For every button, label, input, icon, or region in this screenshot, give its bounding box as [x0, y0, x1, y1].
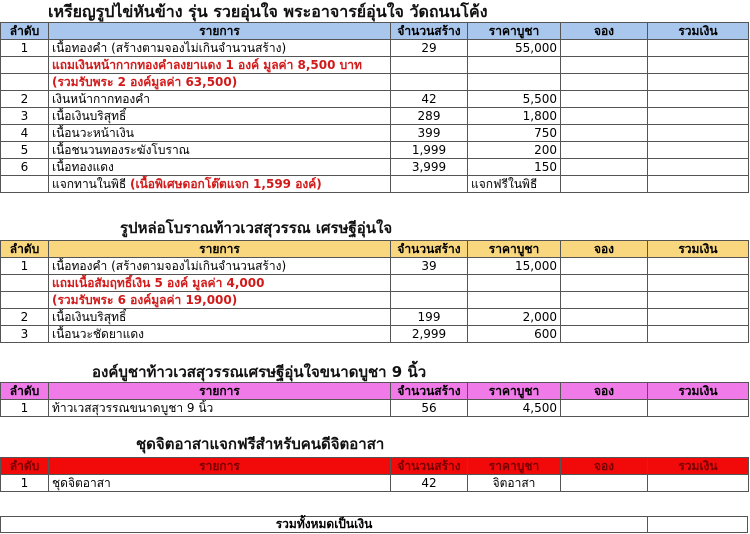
col-header-no: ลำดับ [1, 241, 49, 258]
row-no: 3 [1, 326, 49, 343]
row-no: 2 [1, 309, 49, 326]
row-no [1, 292, 49, 309]
col-header-total: รวมเงิน [648, 458, 749, 475]
section-4-table [0, 457, 749, 492]
reserve-cell[interactable] [561, 74, 648, 91]
col-header-price: ราคาบูชา [468, 23, 561, 40]
row-no: 1 [1, 400, 49, 417]
row-price [468, 292, 561, 309]
col-header-price: ราคาบูชา [468, 383, 561, 400]
total-cell [648, 176, 749, 193]
reserve-cell[interactable] [561, 142, 648, 159]
total-cell [648, 292, 749, 309]
row-price: 150 [468, 159, 561, 176]
row-item: เนื้อทองคำ (สร้างตามจองไม่เกินจำนวนสร้าง) [49, 40, 391, 57]
table-header-row [1, 241, 749, 258]
col-header-total: รวมเงิน [648, 241, 749, 258]
table-row [1, 309, 749, 326]
row-price: 600 [468, 326, 561, 343]
row-qty: 399 [391, 125, 468, 142]
row-qty [391, 74, 468, 91]
total-cell [648, 326, 749, 343]
total-cell [648, 258, 749, 275]
row-price: 55,000 [468, 40, 561, 57]
total-cell [648, 74, 749, 91]
total-cell [648, 275, 749, 292]
row-item: เนื้อเงินบริสุทธิ์ [49, 108, 391, 125]
row-price [468, 74, 561, 91]
reserve-cell[interactable] [561, 159, 648, 176]
total-cell [648, 125, 749, 142]
col-header-total: รวมเงิน [648, 23, 749, 40]
table-row [1, 74, 749, 91]
col-header-reserve: จอง [561, 23, 648, 40]
row-qty: 29 [391, 40, 468, 57]
row-no [1, 57, 49, 74]
table-row [1, 108, 749, 125]
total-cell [648, 159, 749, 176]
row-no: 1 [1, 475, 49, 492]
row-no: 2 [1, 91, 49, 108]
row-price [468, 275, 561, 292]
row-item: เนื้อทองคำ (สร้างตามจองไม่เกินจำนวนสร้าง) [49, 258, 391, 275]
total-cell [648, 400, 749, 417]
section-3-title: องค์บูชาท้าวเวสสุวรรณเศรษฐีอุ่นใจขนาดบูชา 9 นิ้ว [92, 363, 427, 381]
table-row [1, 125, 749, 142]
table-header-row [1, 23, 749, 40]
reserve-cell[interactable] [561, 91, 648, 108]
row-qty: 289 [391, 108, 468, 125]
row-price: 5,500 [468, 91, 561, 108]
row-qty [391, 292, 468, 309]
reserve-cell[interactable] [561, 40, 648, 57]
reserve-cell[interactable] [561, 57, 648, 74]
row-no [1, 74, 49, 91]
row-qty: 39 [391, 258, 468, 275]
col-header-item: รายการ [49, 383, 391, 400]
total-cell [648, 91, 749, 108]
col-header-price: ราคาบูชา [468, 458, 561, 475]
row-no [1, 176, 49, 193]
col-header-reserve: จอง [561, 383, 648, 400]
table-row [1, 40, 749, 57]
col-header-qty: จำนวนสร้าง [391, 23, 468, 40]
row-qty: 42 [391, 91, 468, 108]
row-price: 200 [468, 142, 561, 159]
col-header-qty: จำนวนสร้าง [391, 241, 468, 258]
row-no: 1 [1, 40, 49, 57]
col-header-item: รายการ [49, 241, 391, 258]
row-price: แจกฟรีในพิธี [468, 176, 561, 193]
row-no [1, 275, 49, 292]
row-item: เนื้อนวะชัดยาแดง [49, 326, 391, 343]
reserve-cell[interactable] [561, 176, 648, 193]
row-item-bonus: แถมเนื้อสัมฤทธิ์เงิน 5 องค์ มูลค่า 4,000 [49, 275, 391, 292]
table-header-row [1, 383, 749, 400]
row-no: 5 [1, 142, 49, 159]
row-qty [391, 275, 468, 292]
row-item: ท้าวเวสสุวรรณขนาดบูชา 9 นิ้ว [49, 400, 391, 417]
giveaway-note: (เนื้อพิเศษดอกโต๊ตแจก 1,599 องค์) [130, 177, 322, 191]
section-4-title: ชุดจิตอาสาแจกฟรีสำหรับคนดีจิตอาสา [136, 435, 385, 453]
total-cell [648, 108, 749, 125]
section-3-table [0, 382, 749, 417]
table-row [1, 142, 749, 159]
row-price [468, 57, 561, 74]
row-qty [391, 176, 468, 193]
reserve-cell[interactable] [561, 292, 648, 309]
row-qty: 1,999 [391, 142, 468, 159]
section-2-table [0, 240, 749, 343]
table-row [1, 159, 749, 176]
col-header-price: ราคาบูชา [468, 241, 561, 258]
row-no: 1 [1, 258, 49, 275]
row-item-bonus: (รวมรับพระ 2 องค์มูลค่า 63,500) [49, 74, 391, 91]
col-header-no: ลำดับ [1, 383, 49, 400]
row-qty: 199 [391, 309, 468, 326]
total-cell [648, 57, 749, 74]
col-header-no: ลำดับ [1, 23, 49, 40]
row-item: เนื้อนวะหน้าเงิน [49, 125, 391, 142]
reserve-cell[interactable] [561, 326, 648, 343]
row-item: เนื้อเงินบริสุทธิ์ [49, 309, 391, 326]
col-header-no: ลำดับ [1, 458, 49, 475]
section-2-title: รูปหล่อโบราณท้าวเวสสุวรรณ เศรษฐีอุ่นใจ [120, 219, 393, 237]
section-1-title: เหรียญรูปไข่หันข้าง รุ่น รวยอุ่นใจ พระอาจารย์อุ่นใจ วัดถนนโค้ง [48, 2, 488, 21]
row-item: เนื้อชนวนทองระฆังโบราณ [49, 142, 391, 159]
total-cell [648, 40, 749, 57]
row-no: 4 [1, 125, 49, 142]
row-item: เนื้อทองแดง [49, 159, 391, 176]
row-item: ชุดจิตอาสา [49, 475, 391, 492]
table-row [1, 258, 749, 275]
row-qty: 42 [391, 475, 468, 492]
col-header-item: รายการ [49, 23, 391, 40]
table-row [1, 275, 749, 292]
giveaway-label: แจกทานในพิธี [52, 177, 127, 191]
table-row [1, 91, 749, 108]
reserve-cell[interactable] [561, 125, 648, 142]
row-qty: 2,999 [391, 326, 468, 343]
reserve-cell[interactable] [561, 475, 648, 492]
row-qty: 56 [391, 400, 468, 417]
table-row [1, 475, 749, 492]
row-qty: 3,999 [391, 159, 468, 176]
reserve-cell[interactable] [561, 309, 648, 326]
reserve-cell[interactable] [561, 400, 648, 417]
row-qty [391, 57, 468, 74]
table-row [1, 326, 749, 343]
row-price: 15,000 [468, 258, 561, 275]
col-header-total: รวมเงิน [648, 383, 749, 400]
table-row [1, 57, 749, 74]
total-cell [648, 309, 749, 326]
total-cell [648, 142, 749, 159]
col-header-reserve: จอง [561, 241, 648, 258]
row-price: 750 [468, 125, 561, 142]
row-item: เงินหน้ากากทองคำ [49, 91, 391, 108]
col-header-item: รายการ [49, 458, 391, 475]
grand-total-label: รวมทั้งหมดเป็นเงิน [1, 517, 648, 532]
row-item-bonus: แถมเงินหน้ากากทองคำลงยาแดง 1 องค์ มูลค่า 8,500 บาท [49, 57, 391, 74]
table-header-row [1, 458, 749, 475]
row-price: จิตอาสา [468, 475, 561, 492]
table-row [1, 400, 749, 417]
section-1-table [0, 22, 749, 193]
row-no: 3 [1, 108, 49, 125]
row-price: 4,500 [468, 400, 561, 417]
col-header-qty: จำนวนสร้าง [391, 458, 468, 475]
row-item-bonus: (รวมรับพระ 6 องค์มูลค่า 19,000) [49, 292, 391, 309]
table-row [1, 292, 749, 309]
reserve-cell[interactable] [561, 258, 648, 275]
reserve-cell[interactable] [561, 108, 648, 125]
row-price: 1,800 [468, 108, 561, 125]
grand-total-row [0, 516, 748, 533]
row-no: 6 [1, 159, 49, 176]
row-price: 2,000 [468, 309, 561, 326]
col-header-reserve: จอง [561, 458, 648, 475]
total-cell [648, 475, 749, 492]
reserve-cell[interactable] [561, 275, 648, 292]
row-item [49, 176, 391, 193]
table-row [1, 176, 749, 193]
col-header-qty: จำนวนสร้าง [391, 383, 468, 400]
